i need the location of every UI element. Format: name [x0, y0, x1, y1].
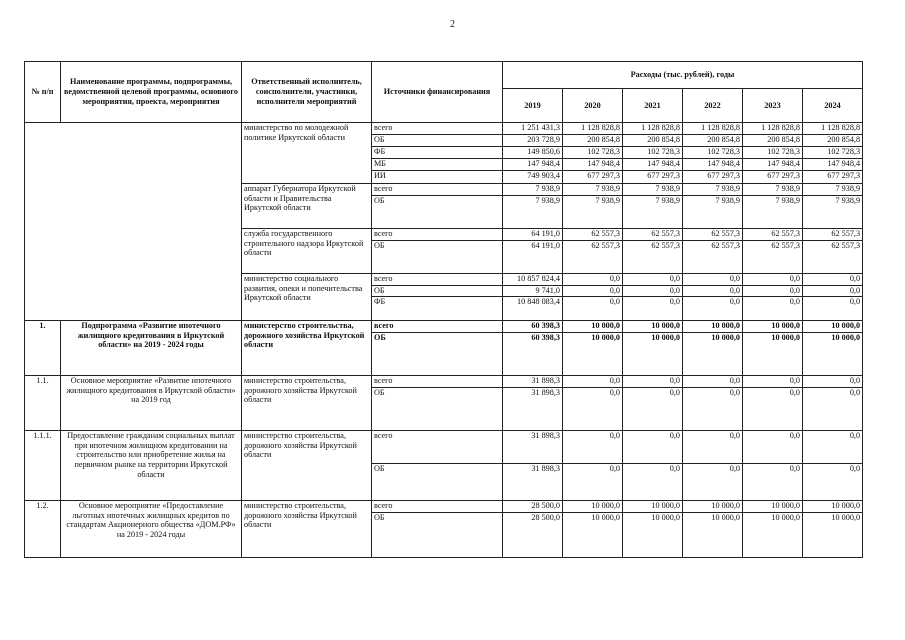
header-name: Наименование программы, подпрограммы, ведомственной целевой программы, основного мероприятия, проекта, мероприятия [61, 62, 242, 123]
value-cell: 0,0 [743, 274, 803, 286]
value-cell: 0,0 [623, 286, 683, 297]
value-cell: 62 557,3 [803, 241, 863, 274]
value-cell: 10 000,0 [563, 333, 623, 376]
value-cell: 31 898,3 [503, 376, 563, 388]
value-cell: 7 938,9 [803, 196, 863, 229]
value-cell: 10 848 083,4 [503, 297, 563, 321]
value-cell: 203 728,9 [503, 135, 563, 147]
value-cell: 0,0 [563, 286, 623, 297]
table-row [25, 376, 863, 388]
value-cell: 677 297,3 [743, 171, 803, 184]
value-cell: 10 000,0 [803, 513, 863, 558]
value-cell: 10 000,0 [623, 513, 683, 558]
value-cell: 1 128 828,8 [563, 123, 623, 135]
table-row [25, 321, 863, 333]
value-cell: 147 948,4 [503, 159, 563, 171]
value-cell: 102 728,3 [683, 147, 743, 159]
source-cell: всего [372, 431, 503, 464]
value-cell: 0,0 [683, 297, 743, 321]
value-cell: 10 000,0 [803, 333, 863, 376]
header-year: 2023 [743, 89, 803, 123]
value-cell: 0,0 [743, 388, 803, 431]
value-cell: 200 854,8 [743, 135, 803, 147]
source-cell: всего [372, 184, 503, 196]
value-cell: 28 500,0 [503, 513, 563, 558]
table-row [25, 431, 863, 464]
value-cell: 62 557,3 [623, 241, 683, 274]
value-cell: 749 903,4 [503, 171, 563, 184]
header-year: 2019 [503, 89, 563, 123]
value-cell: 0,0 [563, 388, 623, 431]
value-cell: 0,0 [563, 297, 623, 321]
source-cell: всего [372, 123, 503, 135]
value-cell: 0,0 [683, 286, 743, 297]
value-cell: 0,0 [623, 376, 683, 388]
source-cell: ИИ [372, 171, 503, 184]
value-cell: 62 557,3 [623, 229, 683, 241]
value-cell: 0,0 [743, 376, 803, 388]
value-cell: 10 000,0 [683, 501, 743, 513]
value-cell: 62 557,3 [743, 241, 803, 274]
value-cell: 147 948,4 [623, 159, 683, 171]
continuation-cell [25, 123, 242, 321]
page-number: 2 [450, 19, 455, 30]
table-row [25, 123, 863, 135]
value-cell: 0,0 [623, 388, 683, 431]
value-cell: 149 850,6 [503, 147, 563, 159]
value-cell: 7 938,9 [683, 196, 743, 229]
table-row [25, 501, 863, 513]
value-cell: 62 557,3 [683, 229, 743, 241]
item-name: Основное мероприятие «Развитие ипотечного жилищного кредитования в Иркутской области» на 2019 год [61, 376, 242, 431]
value-cell: 0,0 [803, 388, 863, 431]
item-name: Предоставление гражданам социальных выплат при ипотечном жилищном кредитовании на строительство или приобретение жилья на первичном рынке на территории Иркутской области [61, 431, 242, 501]
value-cell: 7 938,9 [563, 184, 623, 196]
value-cell: 0,0 [623, 274, 683, 286]
source-cell: ФБ [372, 147, 503, 159]
value-cell: 62 557,3 [743, 229, 803, 241]
value-cell: 200 854,8 [683, 135, 743, 147]
value-cell: 28 500,0 [503, 501, 563, 513]
value-cell: 0,0 [803, 286, 863, 297]
header-expenses: Расходы (тыс. рублей), годы [503, 62, 863, 89]
value-cell: 7 938,9 [623, 196, 683, 229]
value-cell: 0,0 [623, 431, 683, 464]
value-cell: 1 128 828,8 [623, 123, 683, 135]
source-cell: ОБ [372, 196, 503, 229]
value-cell: 10 000,0 [743, 333, 803, 376]
source-cell: ОБ [372, 388, 503, 431]
item-number: 1.1. [25, 376, 61, 431]
value-cell: 200 854,8 [803, 135, 863, 147]
value-cell: 677 297,3 [683, 171, 743, 184]
executor-cell: министерство строительства, дорожного хозяйства Иркутской области [242, 501, 372, 558]
value-cell: 0,0 [683, 431, 743, 464]
source-cell: всего [372, 274, 503, 286]
value-cell: 31 898,3 [503, 388, 563, 431]
value-cell: 0,0 [563, 274, 623, 286]
value-cell: 147 948,4 [563, 159, 623, 171]
header-year: 2021 [623, 89, 683, 123]
executor-cell: служба государственного строительного надзора Иркутской области [242, 229, 372, 274]
value-cell: 31 898,3 [503, 431, 563, 464]
value-cell: 10 000,0 [563, 513, 623, 558]
value-cell: 0,0 [683, 376, 743, 388]
executor-cell: министерство строительства, дорожного хозяйства Иркутской области [242, 376, 372, 431]
value-cell: 10 000,0 [623, 333, 683, 376]
value-cell: 0,0 [803, 297, 863, 321]
value-cell: 1 128 828,8 [743, 123, 803, 135]
value-cell: 147 948,4 [683, 159, 743, 171]
value-cell: 0,0 [743, 431, 803, 464]
source-cell: всего [372, 321, 503, 333]
value-cell: 0,0 [683, 274, 743, 286]
value-cell: 1 128 828,8 [683, 123, 743, 135]
value-cell: 10 000,0 [683, 321, 743, 333]
value-cell: 102 728,3 [623, 147, 683, 159]
source-cell: всего [372, 501, 503, 513]
value-cell: 10 857 824,4 [503, 274, 563, 286]
value-cell: 7 938,9 [563, 196, 623, 229]
value-cell: 0,0 [683, 464, 743, 501]
executor-cell: министерство строительства, дорожного хозяйства Иркутской области [242, 321, 372, 376]
source-cell: ОБ [372, 241, 503, 274]
value-cell: 7 938,9 [743, 184, 803, 196]
value-cell: 147 948,4 [803, 159, 863, 171]
value-cell: 9 741,0 [503, 286, 563, 297]
value-cell: 60 398,3 [503, 333, 563, 376]
value-cell: 677 297,3 [563, 171, 623, 184]
value-cell: 0,0 [623, 297, 683, 321]
value-cell: 62 557,3 [683, 241, 743, 274]
header-num: № п/п [25, 62, 61, 123]
item-name: Подпрограмма «Развитие ипотечного жилищного кредитования в Иркутской области» на 2019 - 2024 годы [61, 321, 242, 376]
value-cell: 677 297,3 [623, 171, 683, 184]
value-cell: 1 128 828,8 [803, 123, 863, 135]
value-cell: 102 728,3 [743, 147, 803, 159]
value-cell: 10 000,0 [563, 321, 623, 333]
header-executor: Ответственный исполнитель, соисполнители, участники, исполнители мероприятий [242, 62, 372, 123]
value-cell: 0,0 [803, 464, 863, 501]
value-cell: 64 191,0 [503, 241, 563, 274]
source-cell: ОБ [372, 333, 503, 376]
value-cell: 0,0 [683, 388, 743, 431]
source-cell: ОБ [372, 286, 503, 297]
value-cell: 10 000,0 [683, 333, 743, 376]
value-cell: 147 948,4 [743, 159, 803, 171]
value-cell: 0,0 [743, 464, 803, 501]
header-year: 2020 [563, 89, 623, 123]
value-cell: 7 938,9 [503, 196, 563, 229]
value-cell: 7 938,9 [683, 184, 743, 196]
value-cell: 0,0 [563, 464, 623, 501]
executor-cell: министерство социального развития, опеки и попечительства Иркутской области [242, 274, 372, 321]
value-cell: 10 000,0 [803, 321, 863, 333]
value-cell: 0,0 [803, 274, 863, 286]
value-cell: 7 938,9 [503, 184, 563, 196]
value-cell: 62 557,3 [563, 229, 623, 241]
source-cell: ФБ [372, 297, 503, 321]
source-cell: МБ [372, 159, 503, 171]
value-cell: 1 251 431,3 [503, 123, 563, 135]
value-cell: 10 000,0 [623, 501, 683, 513]
header-year: 2024 [803, 89, 863, 123]
value-cell: 102 728,3 [803, 147, 863, 159]
header-year: 2022 [683, 89, 743, 123]
executor-cell: аппарат Губернатора Иркутской области и Правительства Иркутской области [242, 184, 372, 229]
value-cell: 60 398,3 [503, 321, 563, 333]
value-cell: 31 898,3 [503, 464, 563, 501]
source-cell: всего [372, 376, 503, 388]
value-cell: 10 000,0 [803, 501, 863, 513]
source-cell: ОБ [372, 464, 503, 501]
value-cell: 0,0 [743, 286, 803, 297]
value-cell: 0,0 [563, 376, 623, 388]
value-cell: 62 557,3 [563, 241, 623, 274]
value-cell: 62 557,3 [803, 229, 863, 241]
value-cell: 10 000,0 [623, 321, 683, 333]
value-cell: 0,0 [563, 431, 623, 464]
value-cell: 10 000,0 [743, 513, 803, 558]
budget-table [24, 61, 863, 558]
value-cell: 10 000,0 [683, 513, 743, 558]
executor-cell: министерство строительства, дорожного хозяйства Иркутской области [242, 431, 372, 501]
header-source: Источники финансирования [372, 62, 503, 123]
item-name: Основное мероприятие «Предоставление льготных ипотечных жилищных кредитов по стандартам Акционерного общества «ДОМ.РФ» на 2019 - 2024 годы [61, 501, 242, 558]
value-cell: 102 728,3 [563, 147, 623, 159]
value-cell: 7 938,9 [803, 184, 863, 196]
value-cell: 0,0 [623, 464, 683, 501]
value-cell: 10 000,0 [743, 321, 803, 333]
value-cell: 0,0 [803, 431, 863, 464]
value-cell: 7 938,9 [743, 196, 803, 229]
item-number: 1. [25, 321, 61, 376]
item-number: 1.2. [25, 501, 61, 558]
value-cell: 0,0 [743, 297, 803, 321]
source-cell: ОБ [372, 135, 503, 147]
value-cell: 677 297,3 [803, 171, 863, 184]
executor-cell: министерство по молодежной политике Иркутской области [242, 123, 372, 184]
value-cell: 0,0 [803, 376, 863, 388]
source-cell: ОБ [372, 513, 503, 558]
value-cell: 10 000,0 [743, 501, 803, 513]
value-cell: 10 000,0 [563, 501, 623, 513]
value-cell: 64 191,0 [503, 229, 563, 241]
value-cell: 200 854,8 [563, 135, 623, 147]
source-cell: всего [372, 229, 503, 241]
value-cell: 7 938,9 [623, 184, 683, 196]
item-number: 1.1.1. [25, 431, 61, 501]
value-cell: 200 854,8 [623, 135, 683, 147]
